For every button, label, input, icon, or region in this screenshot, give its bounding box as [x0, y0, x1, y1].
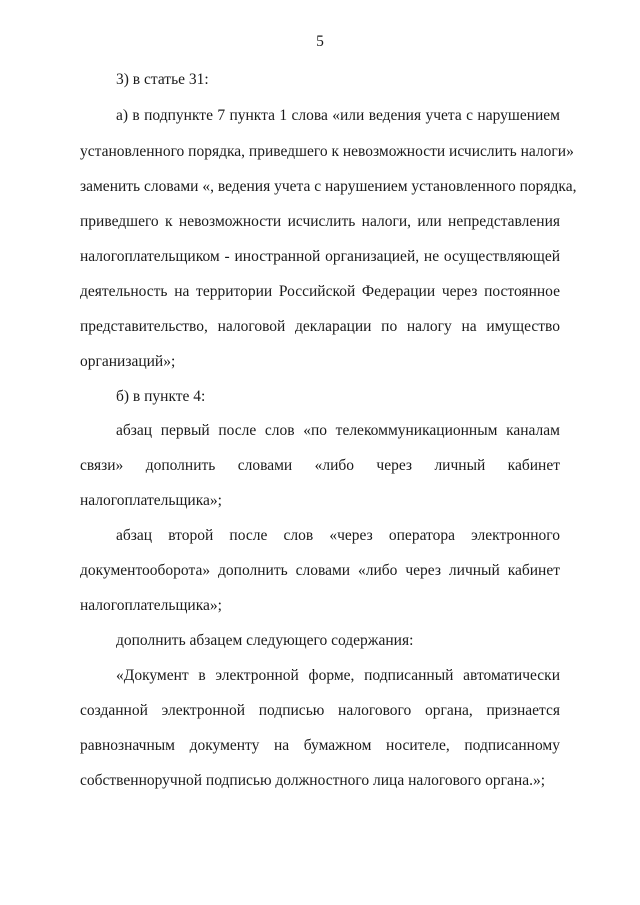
text-line: деятельность на территории Российской Федерации через постоянное: [80, 283, 560, 300]
text-line: документооборота» дополнить словами «либо через личный кабинет: [80, 562, 560, 579]
text-line: представительство, налоговой декларации по налогу на имущество: [80, 318, 560, 335]
text-line: налогоплательщиком - иностранной организацией, не осуществляющей: [80, 248, 560, 265]
text-line: 3) в статье 31:: [116, 71, 209, 88]
text-line: дополнить абзацем следующего содержания:: [116, 632, 414, 649]
text-line: налогоплательщика»;: [80, 597, 222, 614]
text-line: организаций»;: [80, 353, 176, 370]
text-line: приведшего к невозможности исчислить налоги, или непредставления: [80, 213, 560, 230]
text-line: абзац второй после слов «через оператора электронного: [116, 527, 560, 544]
text-line: налогоплательщика»;: [80, 492, 222, 509]
text-line: заменить словами «, ведения учета с нарушением установленного порядка,: [80, 178, 577, 195]
text-line: связи» дополнить словами «либо через личный кабинет: [80, 457, 560, 474]
text-line: равнозначным документу на бумажном носителе, подписанному: [80, 737, 560, 754]
text-line: абзац первый после слов «по телекоммуникационным каналам: [116, 422, 560, 439]
text-line: б) в пункте 4:: [116, 388, 206, 405]
text-line: «Документ в электронной форме, подписанный автоматически: [116, 667, 560, 684]
text-line: собственноручной подписью должностного лица налогового органа.»;: [80, 772, 545, 789]
text-line: созданной электронной подписью налогового органа, признается: [80, 702, 560, 719]
text-line: а) в подпункте 7 пункта 1 слова «или ведения учета с нарушением: [116, 107, 560, 124]
page-number: 5: [316, 33, 324, 50]
text-line: установленного порядка, приведшего к невозможности исчислить налоги»: [80, 143, 574, 160]
